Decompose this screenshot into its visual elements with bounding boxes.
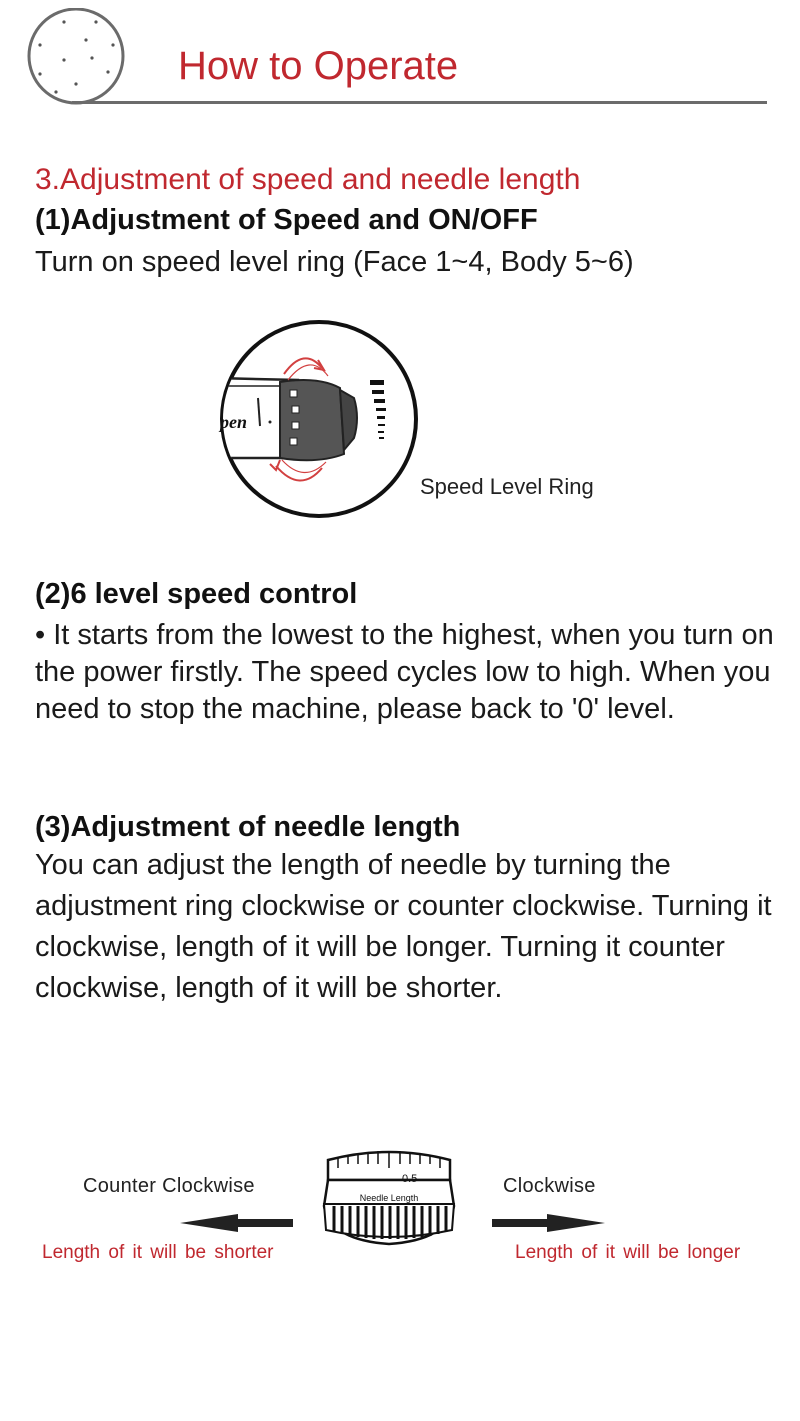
dial-label: Needle Length (359, 1193, 419, 1203)
dial-scale-value: 0.5 (402, 1173, 418, 1185)
counter-clockwise-label: Counter Clockwise (83, 1175, 255, 1197)
speed-text: Turn on speed level ring (Face 1~4, Body 5~6) (35, 246, 634, 278)
control-text: • It starts from the lowest to the highest, when you turn on the power firstly. The speed cycles low to high. When you need to stop the machine, please back to '0' level. (35, 619, 774, 725)
header-rule (72, 101, 767, 104)
speed-ring-caption: Speed Level Ring (420, 474, 594, 499)
needle-text: You can adjust the length of needle by turning the adjustment ring clockwise or counter clockwise. Turning it clockwise, length of it will be longer. Turning it counter clockwise, length of it will be shorter. (35, 849, 772, 1004)
needle-heading: (3)Adjustment of needle length (35, 811, 461, 843)
longer-result-label: Length of it will be longer (515, 1242, 741, 1263)
section-title: 3.Adjustment of speed and needle length (35, 163, 581, 196)
page-title: How to Operate (178, 44, 459, 88)
arrow-right-icon (490, 1212, 605, 1234)
pen-label: pen (220, 412, 247, 432)
control-heading: (2)6 level speed control (35, 578, 358, 610)
shorter-result-label: Length of it will be shorter (42, 1242, 274, 1263)
decorative-dotted-circle-icon (26, 8, 130, 106)
speed-level-ring-figure (218, 318, 420, 520)
clockwise-label: Clockwise (503, 1175, 596, 1197)
speed-heading: (1)Adjustment of Speed and ON/OFF (35, 204, 538, 236)
needle-length-dial-figure (318, 1140, 460, 1252)
arrow-left-icon (180, 1212, 295, 1234)
